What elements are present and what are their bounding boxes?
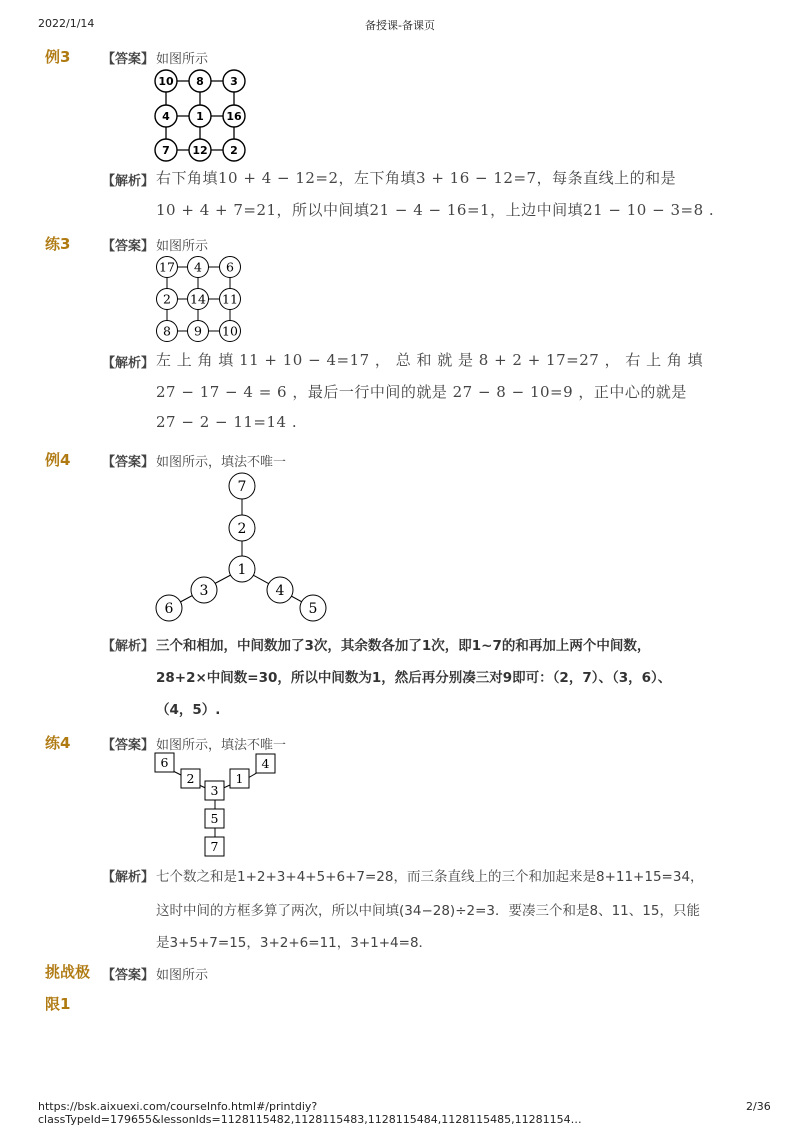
circle-number: 4 <box>162 109 170 123</box>
analysis-label: 【解析】 <box>102 174 155 189</box>
circle-number: 16 <box>226 109 242 123</box>
analysis-line-3: 27 − 2 − 11=14 . <box>156 413 298 431</box>
answer-text: 如图所示 <box>156 52 209 67</box>
answer-label: 【答案】 <box>102 738 155 753</box>
box-number: 4 <box>261 756 270 771</box>
page-number: 2/36 <box>746 1100 771 1113</box>
analysis-line-1: 左 上 角 填 11 + 10 − 4=17 ， 总 和 就 是 8 + 2 + 17=27 ， 右 上 角 填 <box>156 351 704 369</box>
analysis-line-2: 27 − 17 − 4 = 6 ，最后一行中间的就是 27 − 8 − 10=9 ，正中心的就是 <box>156 383 687 401</box>
box-number: 6 <box>160 755 169 770</box>
analysis-line-1: 右下角填10 + 4 − 12=2，左下角填3 + 16 − 12=7，每条直线上的和是 <box>156 169 677 187</box>
page-header-title: 备授课-备课页 <box>365 19 435 32</box>
circle-number: 8 <box>163 323 171 339</box>
circle-number: 10 <box>158 74 174 88</box>
analysis-label: 【解析】 <box>102 639 155 654</box>
circle-number: 3 <box>230 74 238 88</box>
circle-number: 7 <box>162 143 170 157</box>
circle-number: 6 <box>164 601 174 618</box>
circle-number: 12 <box>192 143 208 157</box>
analysis-line-2: 10 + 4 + 7=21，所以中间填21 − 4 − 16=1，上边中间填21 − 10 − 3=8 . <box>156 201 715 219</box>
circle-grid-figure <box>152 256 248 344</box>
print-date: 2022/1/14 <box>38 17 95 30</box>
circle-number: 17 <box>159 259 175 275</box>
example-3-tag: 例3 <box>45 48 71 66</box>
example-4-tag: 例4 <box>45 451 71 469</box>
challenge-tag-line-1: 挑战极 <box>45 963 91 981</box>
circle-number: 4 <box>194 259 202 275</box>
circle-number: 3 <box>199 583 209 600</box>
answer-text: 如图所示 <box>156 239 209 254</box>
answer-label: 【答案】 <box>102 239 155 254</box>
answer-label: 【答案】 <box>102 52 155 67</box>
circle-number: 10 <box>222 323 238 339</box>
analysis-line-3: （4，5）. <box>156 702 221 718</box>
answer-label: 【答案】 <box>102 455 155 470</box>
box-number: 1 <box>235 771 244 786</box>
circle-number: 5 <box>308 601 318 618</box>
circle-number: 2 <box>237 521 247 538</box>
circle-number: 14 <box>190 291 206 307</box>
challenge-tag-line-2: 限1 <box>45 995 71 1013</box>
y-shape-box-figure <box>154 752 280 860</box>
circle-number: 6 <box>226 259 234 275</box>
box-number: 2 <box>186 771 195 786</box>
circle-number: 7 <box>237 479 247 496</box>
circle-number: 2 <box>230 143 238 157</box>
page-url: https://bsk.aixuexi.com/courseInfo.html#/printdiy?classTypeId=179655&lessonIds=1128115482,1128115483,1128115484,1128115485,11281154… <box>38 1100 582 1126</box>
answer-label: 【答案】 <box>102 968 155 983</box>
circle-number: 11 <box>222 291 238 307</box>
answer-text: 如图所示，填法不唯一 <box>156 455 287 470</box>
analysis-line-2: 28+2×中间数=30，所以中间数为1，然后再分别凑三对9即可：（2，7）、（3，6）、 <box>156 670 672 686</box>
circle-number: 2 <box>163 291 171 307</box>
analysis-line-3: 是3+5+7=15，3+2+6=11，3+1+4=8． <box>156 935 433 951</box>
box-number: 7 <box>210 839 219 854</box>
circle-number: 1 <box>196 109 204 123</box>
analysis-label: 【解析】 <box>102 356 155 371</box>
analysis-label: 【解析】 <box>102 870 155 885</box>
analysis-line-1: 七个数之和是1+2+3+4+5+6+7=28，而三条直线上的三个和加起来是8+11+15=34， <box>156 869 704 885</box>
answer-text: 如图所示 <box>156 968 209 983</box>
analysis-line-1: 三个和相加，中间数加了3次，其余数各加了1次，即1~7的和再加上两个中间数， <box>156 638 651 654</box>
answer-text: 如图所示，填法不唯一 <box>156 738 287 753</box>
circle-grid-figure <box>150 68 250 164</box>
analysis-line-2: 这时中间的方框多算了两次，所以中间填(34−28)÷2=3．要凑三个和是8、11、15，只能 <box>156 903 700 919</box>
y-shape-circle-figure <box>150 470 340 630</box>
practice-3-tag: 练3 <box>45 235 71 253</box>
circle-number: 4 <box>275 583 285 600</box>
circle-number: 1 <box>237 562 247 579</box>
box-number: 5 <box>210 811 219 826</box>
box-number: 3 <box>210 783 219 798</box>
circle-number: 9 <box>194 323 202 339</box>
practice-4-tag: 练4 <box>45 734 71 752</box>
circle-number: 8 <box>196 74 204 88</box>
